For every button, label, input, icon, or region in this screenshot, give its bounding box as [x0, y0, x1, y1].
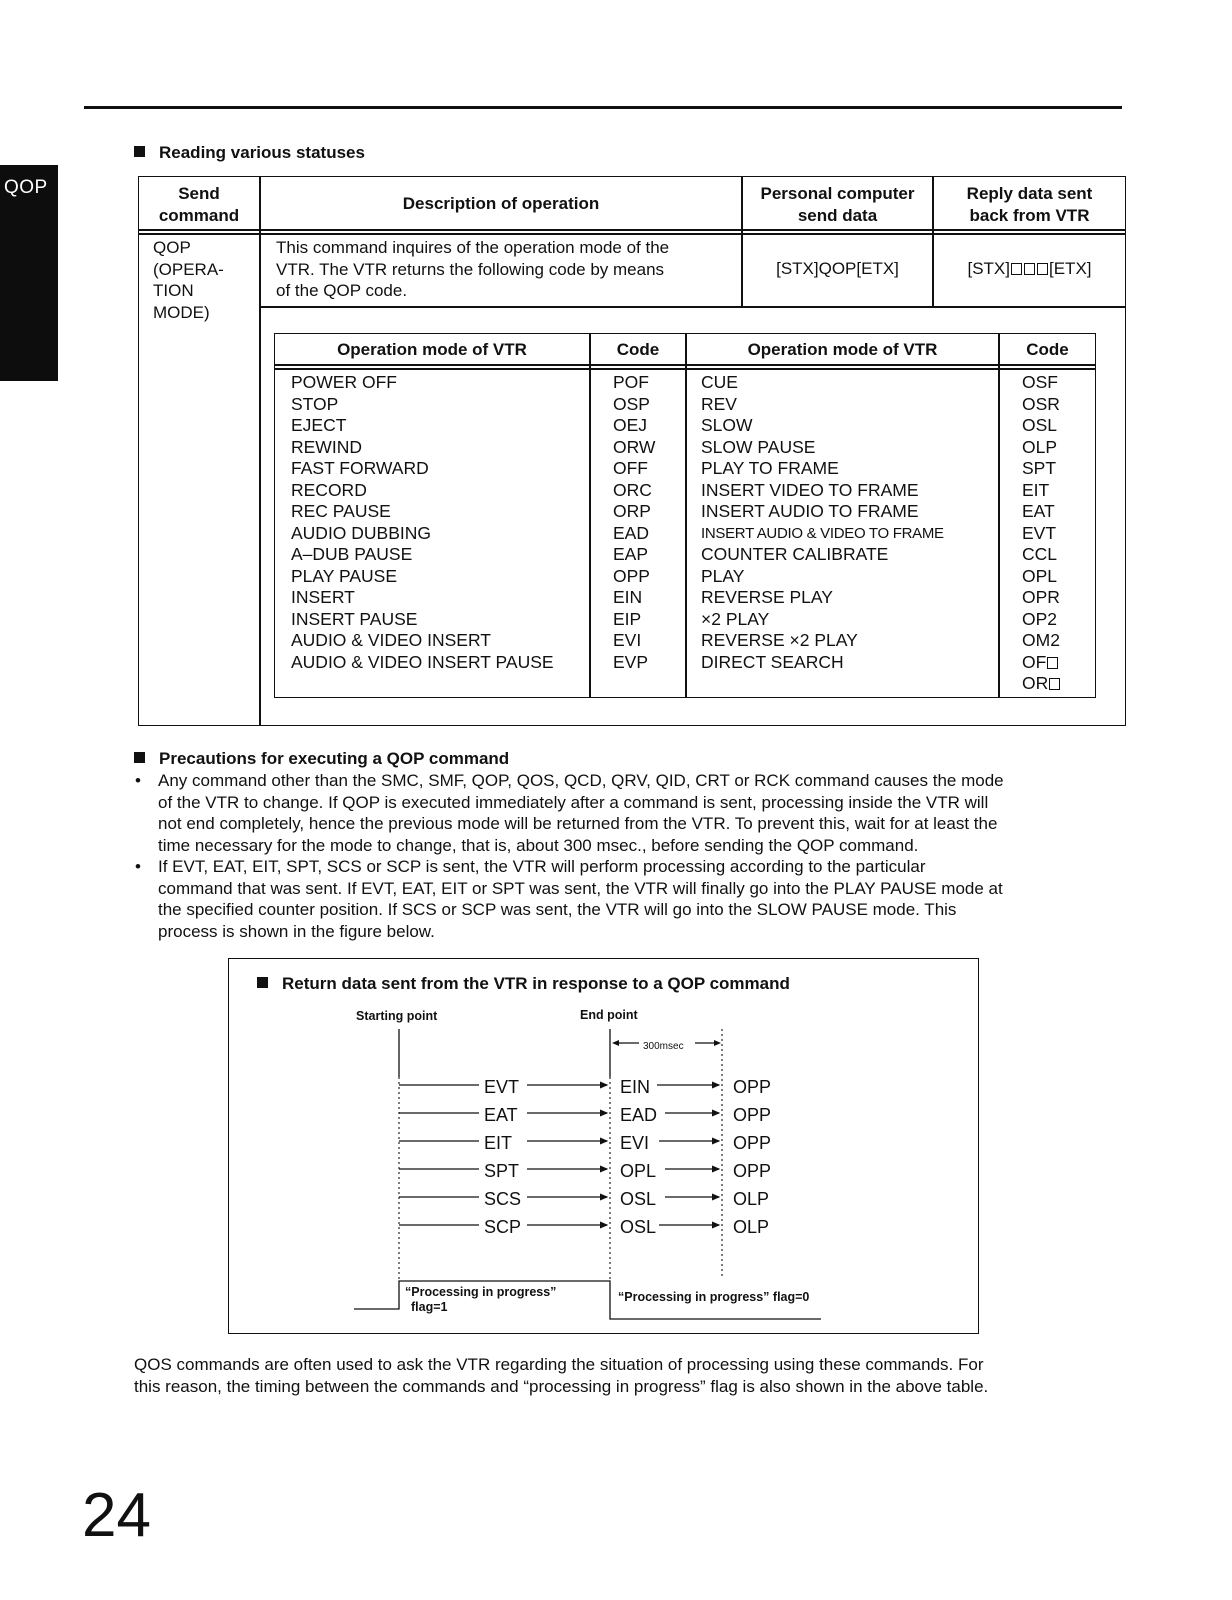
paragraph-line: QOS commands are often used to ask the VTR regarding the situation of processing using these commands. For [134, 1355, 984, 1374]
code-item: OSP [613, 393, 650, 414]
header-pc-send [743, 183, 932, 226]
code-item: CCL [1022, 544, 1058, 564]
bullet-dot: • [135, 857, 141, 876]
reply-cell [934, 258, 1125, 280]
paragraph-line: If EVT, EAT, EIT, SPT, SCS or SCP is sent, the VTR will perform processing according to the particular [158, 857, 926, 876]
bullet-dot: • [135, 771, 141, 790]
paragraph-line: the specified counter position. If SCS or SCP was sent, the VTR will go into the SLOW PAUSE mode. This [158, 900, 957, 919]
table-divider [685, 334, 687, 697]
row-rule [259, 306, 1125, 308]
end-point-label: End point [580, 1008, 638, 1022]
mode-item: RECORD [291, 479, 367, 500]
mode-item: FAST FORWARD [291, 458, 429, 478]
sent-command: EVT [484, 1077, 520, 1097]
mode-item: INSERT AUDIO TO FRAME [701, 501, 919, 521]
header-mode-left: Operation mode of VTR [337, 340, 527, 359]
code-item: EAP [613, 544, 649, 564]
mode-item: ×2 PLAY [701, 608, 770, 629]
code-item: OM2 [1022, 630, 1060, 650]
sent-command: SCP [484, 1217, 522, 1237]
code-list-left [613, 372, 683, 673]
mode-item: DIRECT SEARCH [701, 651, 844, 672]
header-rule [139, 233, 1125, 235]
section-tab [0, 165, 58, 381]
description-cell [276, 237, 736, 302]
code-item: POF [613, 372, 649, 392]
blank-box-icon [1047, 657, 1058, 669]
header-code-left: Code [616, 340, 660, 359]
processing-code: EVI [620, 1133, 650, 1153]
final-code: OPP [733, 1077, 772, 1097]
section-tab-label: QOP [4, 177, 48, 198]
mode-item: INSERT AUDIO & VIDEO TO FRAME [701, 524, 944, 542]
description-line: This command inquires of the operation mode of the [276, 238, 670, 257]
blank-box-icon [1024, 263, 1035, 275]
square-bullet-icon [134, 146, 145, 157]
code-item [1022, 673, 1092, 695]
flag-line: flag=1 [411, 1300, 448, 1314]
code-item: ORC [613, 479, 652, 500]
processing-code: OPL [620, 1161, 657, 1181]
mode-item: INSERT VIDEO TO FRAME [701, 479, 919, 500]
header-reply [934, 183, 1125, 226]
mode-item: COUNTER CALIBRATE [701, 544, 889, 564]
header-description: Description of operation [402, 194, 600, 213]
code-item: EIN [613, 587, 643, 607]
final-code: OLP [733, 1217, 770, 1237]
final-code: OPP [733, 1105, 772, 1125]
header-line: command [158, 205, 240, 225]
header-rule [275, 368, 1095, 370]
command-line: MODE) [153, 302, 210, 322]
code-item: OLP [1022, 436, 1058, 457]
sent-command: SCS [484, 1189, 522, 1209]
processing-code: EAD [620, 1105, 658, 1125]
mode-item: EJECT [291, 415, 347, 435]
header-mode-right: Operation mode of VTR [747, 340, 938, 359]
starting-point-label: Starting point [356, 1009, 438, 1023]
section-heading-reading [134, 143, 365, 163]
diagram-title-text: Return data sent from the VTR in response to a QOP command [282, 974, 790, 993]
mode-item: SLOW PAUSE [701, 436, 816, 457]
after-column [733, 1073, 771, 1241]
qop-timing-diagram [228, 958, 979, 1334]
code-item: OPL [1022, 565, 1058, 586]
mode-item: A–DUB PAUSE [291, 544, 413, 564]
operation-mode-table [274, 333, 1096, 698]
processing-code: OSL [620, 1217, 657, 1237]
precaution-bullet-1 [135, 770, 1102, 856]
final-code: OLP [733, 1189, 770, 1209]
code-item: OSR [1022, 393, 1060, 414]
precaution-bullet-2 [135, 856, 1102, 942]
section-heading-precautions [134, 749, 509, 769]
mode-item: PLAY TO FRAME [701, 458, 839, 478]
description-line: of the QOP code. [276, 281, 408, 300]
paragraph-line: this reason, the timing between the commands and “processing in progress” flag is also shown in the above table. [134, 1376, 989, 1396]
header-line: Send [178, 184, 220, 203]
mode-item: INSERT PAUSE [291, 608, 418, 629]
mode-item: AUDIO & VIDEO INSERT PAUSE [291, 651, 554, 672]
blank-box-icon [1049, 678, 1060, 690]
paragraph-line: of the VTR to change. If QOP is executed immediately after a command is sent, processing inside the VTR will [158, 792, 989, 812]
code-item: EAT [1022, 501, 1055, 521]
header-rule [275, 364, 1095, 366]
square-bullet-icon [134, 752, 145, 763]
header-rule [139, 229, 1125, 231]
header-line: Reply data sent [966, 184, 1093, 203]
blank-box-icon [1011, 263, 1022, 275]
paragraph-line: process is shown in the figure below. [158, 921, 435, 941]
page-number: 24 [82, 1481, 151, 1550]
mode-item: REVERSE PLAY [701, 587, 833, 607]
code-item: OPR [1022, 587, 1060, 607]
pc-send-cell: [STX]QOP[ETX] [776, 259, 899, 278]
mode-item: REVERSE ×2 PLAY [701, 630, 858, 650]
header-line: Personal computer [760, 184, 915, 203]
code-item: EVT [1022, 522, 1057, 543]
final-code: OPP [733, 1161, 772, 1181]
code-item: OSL [1022, 415, 1058, 435]
header-line: send data [797, 205, 878, 225]
flag-1-label [405, 1285, 556, 1315]
code-item: EVP [613, 651, 649, 672]
flag-0-label: “Processing in progress” flag=0 [618, 1290, 810, 1304]
section-heading-text: Reading various statuses [159, 143, 365, 162]
command-line: (OPERA- [153, 259, 224, 279]
paragraph-line: command that was sent. If EVT, EAT, EIT or SPT was sent, the VTR will finally go into the PLAY PAUSE mode at [158, 878, 1003, 898]
mode-list-left [291, 372, 587, 673]
mode-item: PLAY PAUSE [291, 565, 398, 586]
code-item: EVI [613, 630, 642, 650]
code-item: OPP [613, 565, 650, 586]
table-divider [589, 334, 591, 697]
mode-list-right [701, 372, 997, 673]
code-item: EIP [613, 608, 642, 629]
processing-code: EIN [620, 1077, 651, 1097]
reply-prefix: [STX] [967, 259, 1010, 278]
description-line: VTR. The VTR returns the following code by means [276, 259, 665, 279]
code-item: OP2 [1022, 608, 1058, 629]
reply-suffix: [ETX] [1049, 259, 1092, 278]
mode-item: REWIND [291, 436, 362, 457]
code-item: ORP [613, 501, 651, 521]
during-column [620, 1073, 657, 1241]
mode-item: STOP [291, 393, 339, 414]
mode-item: AUDIO & VIDEO INSERT [291, 630, 491, 650]
header-line: back from VTR [969, 205, 1090, 225]
footer-paragraph [134, 1354, 1102, 1397]
interval-label: 300msec [643, 1041, 684, 1052]
code-text: OF [1022, 651, 1047, 672]
code-item: SPT [1022, 458, 1057, 478]
command-cell [153, 237, 257, 323]
mode-item: AUDIO DUBBING [291, 522, 432, 543]
code-item [1022, 652, 1092, 674]
timing-lines [229, 959, 978, 1333]
table-divider [998, 334, 1000, 697]
mode-item: REC PAUSE [291, 501, 391, 521]
paragraph-line: time necessary for the mode to change, that is, about 300 msec., before sending the QOP command. [158, 835, 919, 855]
sent-command: SPT [484, 1161, 520, 1181]
final-code: OPP [733, 1133, 772, 1153]
header-code-right: Code [1026, 340, 1069, 359]
mode-item: SLOW [701, 415, 753, 435]
code-item: OFF [613, 458, 648, 478]
mode-item: INSERT [291, 587, 355, 607]
mode-item: PLAY [701, 565, 745, 586]
mode-item: CUE [701, 372, 738, 392]
flag-line: “Processing in progress” [405, 1285, 557, 1299]
top-rule [84, 106, 1122, 109]
table-divider [259, 177, 261, 725]
mode-item: POWER OFF [291, 372, 397, 392]
code-item: EIT [1022, 479, 1050, 500]
sent-command: EIT [484, 1133, 513, 1153]
processing-code: OSL [620, 1189, 657, 1209]
code-list-right [1022, 372, 1092, 695]
code-item: EAD [613, 522, 649, 543]
mode-item: REV [701, 393, 737, 414]
header-send-command [139, 183, 259, 226]
command-line: QOP [153, 238, 191, 257]
section-heading-text: Precautions for executing a QOP command [159, 749, 510, 768]
code-item: ORW [613, 436, 656, 457]
command-column [484, 1073, 521, 1241]
code-item: OEJ [613, 415, 648, 435]
paragraph-line: Any command other than the SMC, SMF, QOP, QOS, QCD, QRV, QID, CRT or RCK command causes the mode [158, 771, 1004, 790]
paragraph-line: not end completely, hence the previous mode will be returned from the VTR. To prevent this, wait for at least the [158, 814, 998, 833]
sent-command: EAT [484, 1105, 518, 1125]
code-item: OSF [1022, 372, 1058, 392]
blank-box-icon [1037, 263, 1048, 275]
code-text: OR [1022, 673, 1049, 693]
command-line: TION [153, 281, 194, 300]
